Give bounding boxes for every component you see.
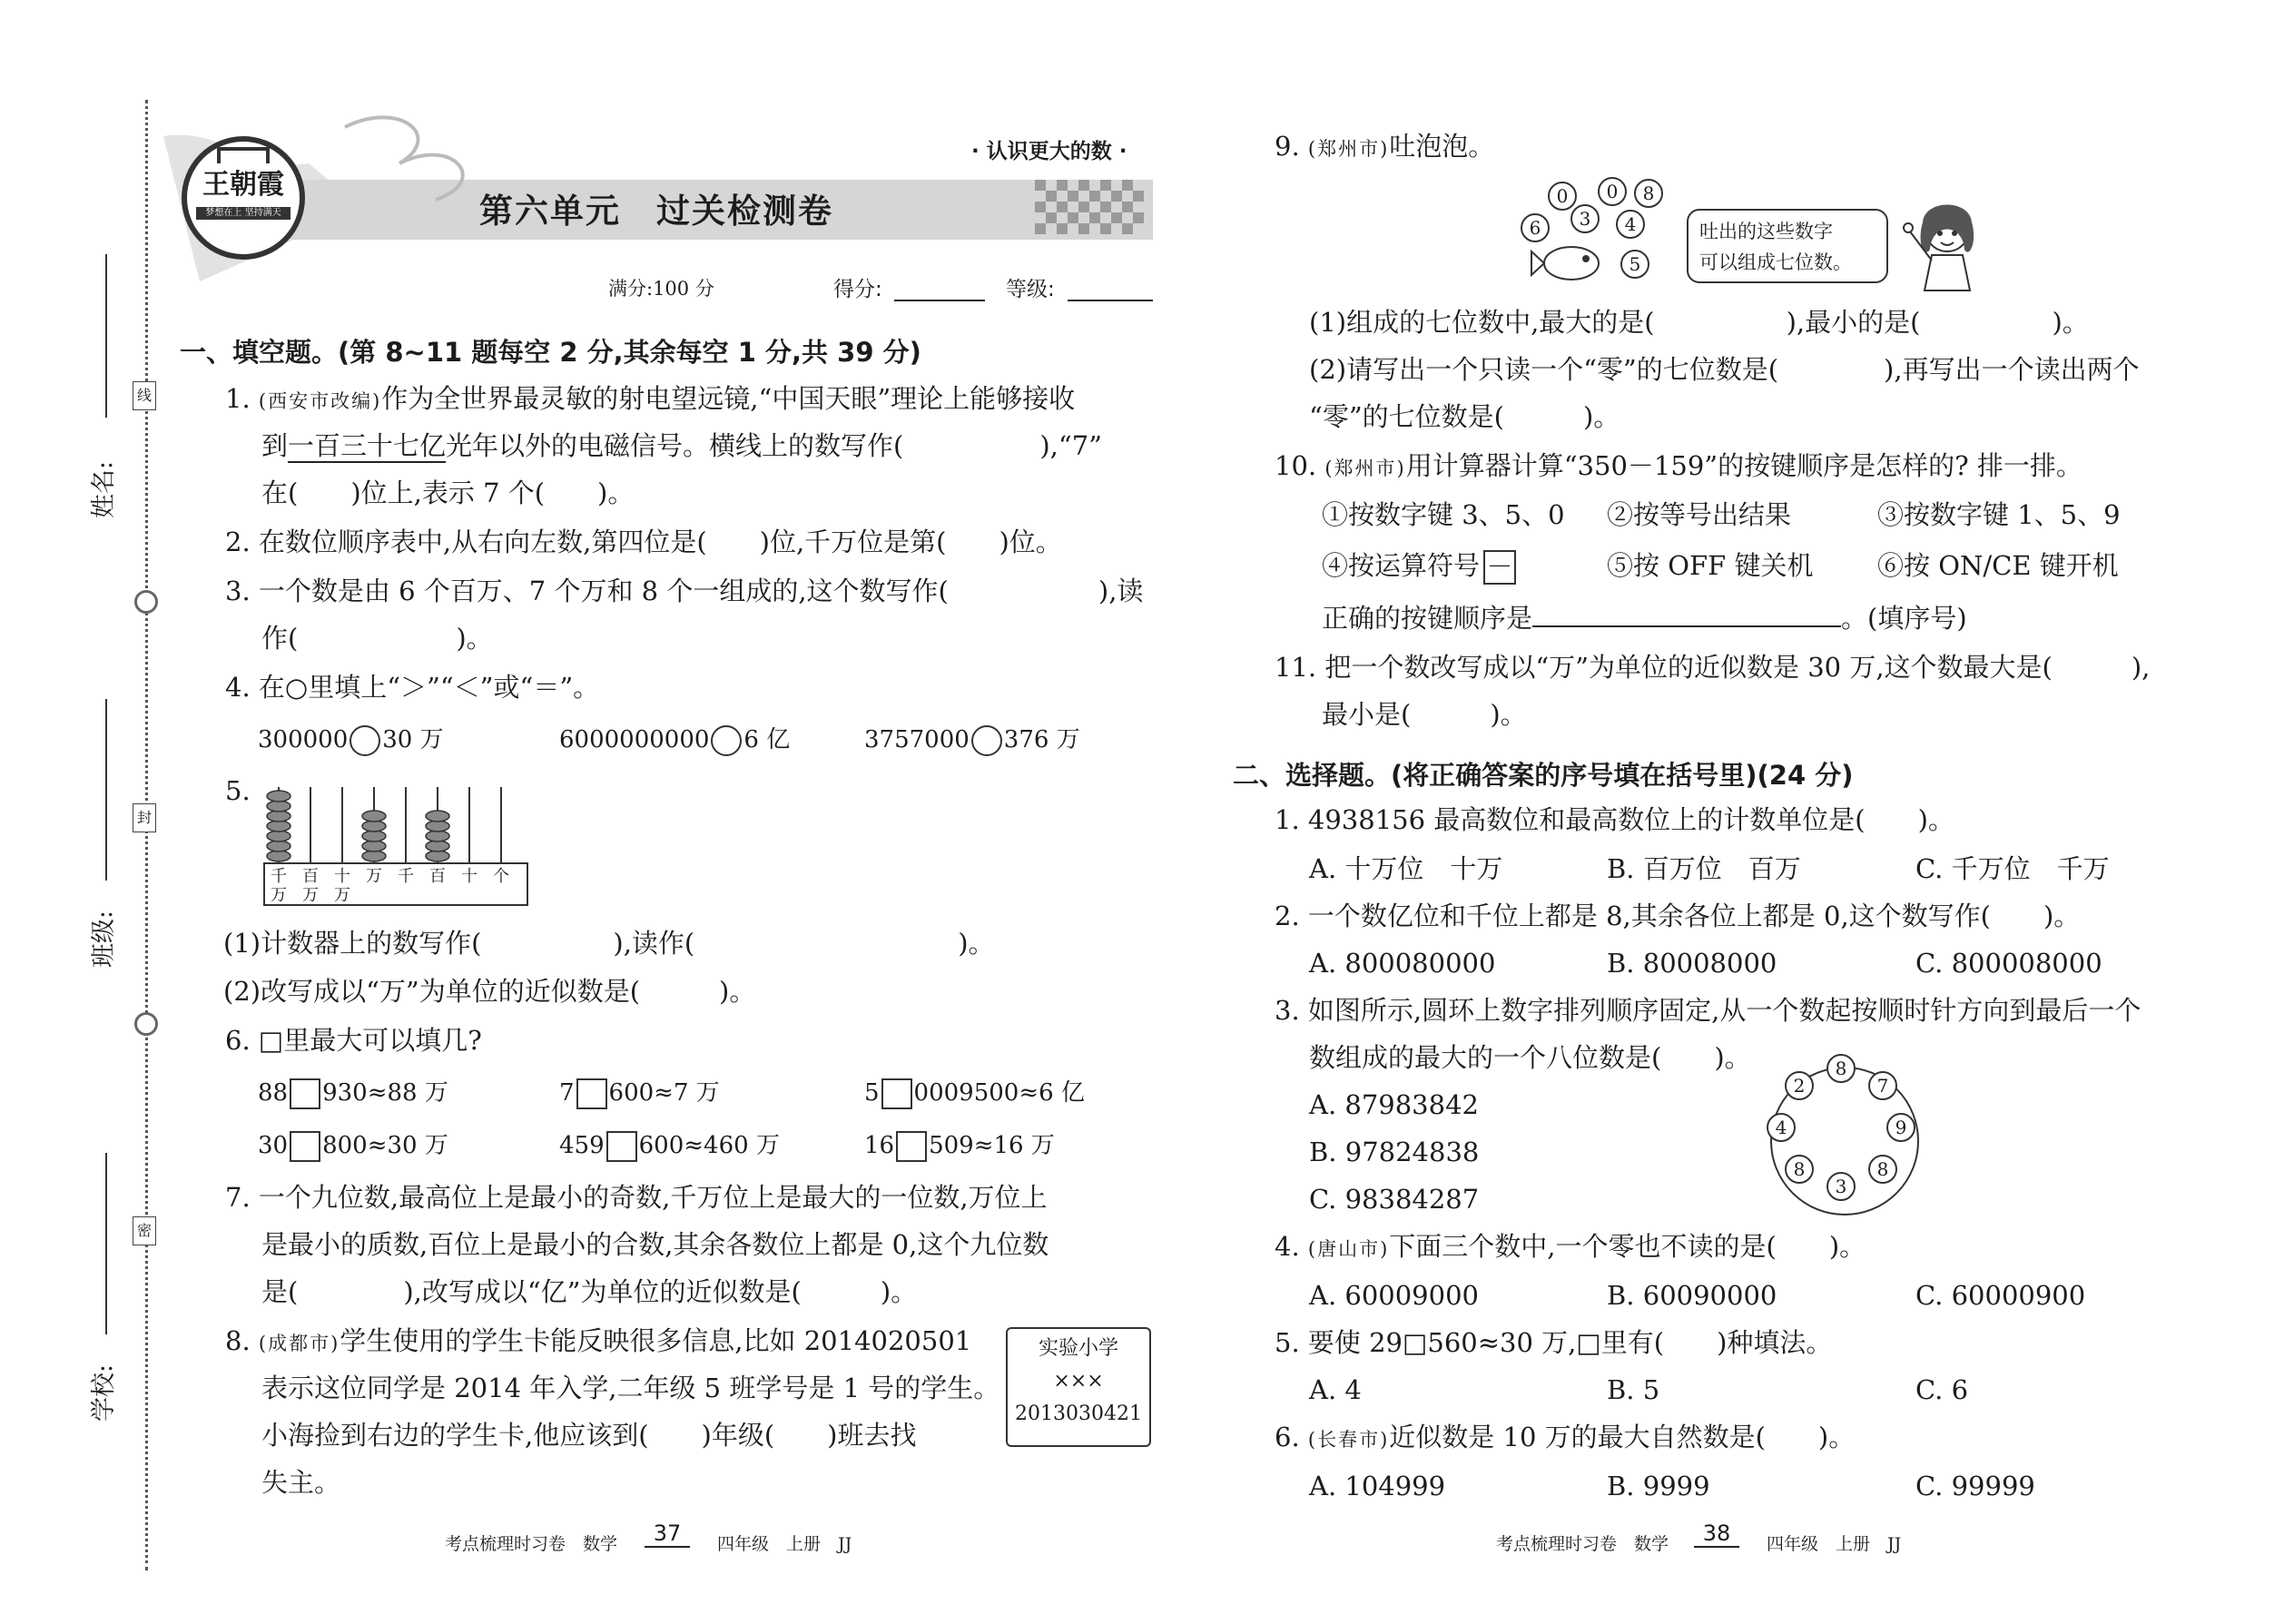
question-9-1: (1)组成的七位数中,最大的是( ),最小的是( )。 <box>1309 307 2089 338</box>
question-1-line-c: 在( )位上,表示 7 个( )。 <box>261 477 635 508</box>
seal-mark-mi: 密 <box>133 1216 156 1245</box>
q10-option-2: ②按等号出结果 <box>1607 499 1792 530</box>
q6-item-1: 88 930≈88 万 <box>258 1076 448 1110</box>
seal-mark-xian: 线 <box>133 381 156 410</box>
abacus-label: 千 <box>398 867 414 886</box>
question-6: 6. □里最大可以填几? <box>225 1025 482 1056</box>
section-fill-in: 一、填空题。(第 8~11 题每空 2 分,其余每空 1 分,共 39 分) <box>180 337 921 368</box>
choice-2-option-b: B. 80008000 <box>1607 948 1777 979</box>
question-7-line-c: 是( ),改写成以“亿”为单位的近似数是( )。 <box>261 1276 918 1307</box>
minus-key: － <box>1483 550 1516 585</box>
page-number-38: 38 <box>1694 1521 1739 1548</box>
choice-4-option-b: B. 60090000 <box>1607 1280 1777 1311</box>
footer-left-text: 考点梳理时习卷 数学 <box>445 1534 618 1554</box>
choice-2-option-c: C. 800008000 <box>1915 948 2102 979</box>
logo-badge <box>182 136 305 260</box>
question-8-line-d: 失主。 <box>261 1467 341 1498</box>
choice-3-option-a: A. 87983842 <box>1309 1089 1479 1120</box>
question-2: 2. 在数位顺序表中,从右向左数,第四位是( )位,千万位是第( )位。 <box>225 527 1062 557</box>
speech-line: 可以组成七位数。 <box>1699 251 1852 273</box>
compare-circle[interactable] <box>711 725 742 756</box>
q6-item-4: 30 800≈30 万 <box>258 1128 448 1163</box>
ring-number: 2 <box>1785 1071 1814 1100</box>
question-9: 9. (郑州市)吐泡泡。 <box>1275 131 1495 162</box>
class-underline <box>105 699 107 881</box>
choice-5-option-a: A. 4 <box>1309 1374 1362 1405</box>
question-1-source: (西安市改编) <box>258 390 382 412</box>
bubble-number: 8 <box>1634 179 1663 208</box>
abacus-label: 百万 <box>302 867 319 905</box>
question-7-line-b: 是最小的质数,百位上是最小的合数,其余各数位上都是 0,这个九位数 <box>261 1229 1049 1260</box>
ring-number: 3 <box>1826 1172 1856 1201</box>
choice-3-line-a: 3. 如图所示,圆环上数字排列顺序固定,从一个数起按顺时针方向到最后一个 <box>1275 995 2141 1026</box>
bubble-number: 0 <box>1548 182 1577 211</box>
binding-line <box>145 100 148 1570</box>
choice-6-option-b: B. 9999 <box>1607 1471 1710 1501</box>
choice-4-option-a: A. 60009000 <box>1309 1280 1479 1311</box>
ring-number: 9 <box>1886 1113 1915 1142</box>
card-name: ××× <box>1053 1370 1104 1393</box>
abacus-label: 千万 <box>271 867 287 905</box>
card-number: 2013030421 <box>1015 1403 1142 1425</box>
ring-number: 8 <box>1868 1155 1897 1184</box>
choice-2-option-a: A. 800080000 <box>1309 948 1496 979</box>
choice-6-source: (长春市) <box>1307 1429 1390 1451</box>
bubble-number: 6 <box>1521 213 1550 242</box>
q10-answer-line: 正确的按键顺序是 。(填序号) <box>1322 603 1967 634</box>
question-11-line-a: 11. 把一个数改写成以“万”为单位的近似数是 30 万,这个数最大是( ), <box>1275 652 2151 683</box>
name-label: 姓名: <box>90 460 119 519</box>
section-multiple-choice: 二、选择题。(将正确答案的序号填在括号里)(24 分) <box>1233 760 1854 791</box>
page-title: 第六单元 过关检测卷 <box>479 192 833 231</box>
question-3-line-a: 3. 一个数是由 6 个百万、7 个万和 8 个一组成的,这个数写作( ),读 <box>225 576 1144 606</box>
binding-hole-icon <box>134 590 158 614</box>
ring-number: 4 <box>1767 1113 1796 1142</box>
q10-option-3: ③按数字键 1、5、9 <box>1877 499 2121 530</box>
score-field[interactable] <box>894 300 985 301</box>
bubble-number: 5 <box>1620 250 1649 279</box>
question-8-source: (成都市) <box>258 1333 340 1354</box>
digit-box[interactable] <box>576 1078 607 1109</box>
name-underline <box>105 254 107 418</box>
q4-compare-3: 3757000 376 万 <box>864 723 1080 757</box>
school-underline <box>105 1153 107 1334</box>
fish-icon <box>1530 241 1602 286</box>
school-label: 学校: <box>90 1363 119 1422</box>
speech-bubble <box>1687 209 1888 283</box>
compare-circle[interactable] <box>350 725 380 756</box>
footer-right-grade: 四年级 上册 JJ <box>1767 1534 1902 1554</box>
q4-compare-1: 300000 30 万 <box>258 723 444 757</box>
q10-option-4: ④按运算符号 － <box>1322 548 1516 585</box>
abacus-label: 万 <box>366 867 382 886</box>
q6-item-3: 5 0009500≈6 亿 <box>864 1076 1085 1110</box>
choice-3-option-b: B. 97824838 <box>1309 1137 1480 1167</box>
ring-number: 8 <box>1785 1155 1814 1184</box>
question-5-2: (2)改写成以“万”为单位的近似数是( )。 <box>223 976 756 1007</box>
question-9-2-line-a: (2)请写出一个只读一个“零”的七位数是( ),再写出一个读出两个 <box>1309 354 2140 385</box>
seal-mark-feng: 封 <box>133 803 156 832</box>
question-8-line-a: 8. (成都市)学生使用的学生卡能反映很多信息,比如 2014020501 <box>225 1325 972 1356</box>
ring-number: 8 <box>1826 1054 1856 1083</box>
footer-right-text: 考点梳理时习卷 数学 <box>1496 1534 1669 1554</box>
question-9-2-line-b: “零”的七位数是( )。 <box>1309 401 1620 432</box>
choice-3-line-b: 数组成的最大的一个八位数是( )。 <box>1309 1042 1751 1073</box>
digit-box[interactable] <box>290 1078 320 1109</box>
q10-option-5: ⑤按 OFF 键关机 <box>1607 550 1814 581</box>
question-8-line-c: 小海捡到右边的学生卡,他应该到( )年级( )班去找 <box>261 1420 917 1451</box>
question-4: 4. 在○里填上“＞”“＜”或“＝”。 <box>225 672 600 703</box>
bubble-number: 0 <box>1598 177 1627 206</box>
bubble-number: 4 <box>1616 210 1645 239</box>
q4-compare-2: 6000000000 6 亿 <box>559 723 790 757</box>
choice-6: 6. (长春市)近似数是 10 万的最大自然数是( )。 <box>1275 1422 1856 1452</box>
underlined-number: 一百三十七亿 <box>288 430 447 461</box>
q6-item-6: 16 509≈16 万 <box>864 1128 1055 1163</box>
question-5-number: 5. <box>225 775 251 806</box>
question-10: 10. (郑州市)用计算器计算“350－159”的按键顺序是怎样的? 排一排。 <box>1275 450 2082 481</box>
choice-4-option-c: C. 60000900 <box>1915 1280 2086 1311</box>
digit-box[interactable] <box>896 1131 927 1162</box>
choice-4: 4. (唐山市)下面三个数中,一个零也不读的是( )。 <box>1275 1231 1866 1262</box>
grade-field[interactable] <box>1068 300 1153 301</box>
choice-1-option-a: A. 十万位 十万 <box>1309 853 1503 884</box>
digit-box[interactable] <box>881 1078 912 1109</box>
full-score: 满分:100 分 <box>608 278 714 300</box>
class-label: 班级: <box>90 910 119 969</box>
choice-1-option-b: B. 百万位 百万 <box>1607 853 1801 884</box>
question-9-source: (郑州市) <box>1307 138 1390 160</box>
choice-5-option-b: B. 5 <box>1607 1374 1660 1405</box>
q10-option-6: ⑥按 ON/CE 键开机 <box>1877 550 2119 581</box>
abacus-label: 十 <box>461 867 478 886</box>
question-10-source: (郑州市) <box>1324 458 1406 479</box>
logo-subtext: 梦想在上 坚持满天 <box>196 207 290 220</box>
question-5-1: (1)计数器上的数写作( ),读作( )。 <box>223 928 995 959</box>
logo-text: 王朝霞 <box>202 169 284 201</box>
choice-3-option-c: C. 98384287 <box>1309 1184 1480 1215</box>
abacus-label: 十万 <box>334 867 350 905</box>
question-11-line-b: 最小是( )。 <box>1322 699 1527 730</box>
choice-5: 5. 要使 29□560≈30 万,□里有( )种填法。 <box>1275 1327 1833 1358</box>
choice-4-source: (唐山市) <box>1307 1238 1390 1260</box>
question-1-line-a: 1. (西安市改编)作为全世界最灵敏的射电望远镜,“中国天眼”理论上能够接收 <box>225 383 1076 414</box>
choice-6-option-c: C. 99999 <box>1915 1471 2035 1501</box>
card-school: 实验小学 <box>1038 1337 1118 1360</box>
q10-option-1: ①按数字键 3、5、0 <box>1322 499 1565 530</box>
grade-label: 等级: <box>1006 278 1055 301</box>
footer-left-grade: 四年级 上册 JJ <box>717 1534 852 1554</box>
q6-item-5: 459 600≈460 万 <box>559 1128 780 1163</box>
digit-box[interactable] <box>606 1131 637 1162</box>
topic-label: · 认识更大的数 · <box>971 140 1127 163</box>
compare-circle[interactable] <box>971 725 1002 756</box>
question-8-line-b: 表示这位同学是 2014 年入学,二年级 5 班学号是 1 号的学生。 <box>261 1373 1000 1403</box>
question-3-line-b: 作( )。 <box>261 623 493 654</box>
choice-1: 1. 4938156 最高数位和最高数位上的计数单位是( )。 <box>1275 804 1954 835</box>
abacus-label: 个 <box>493 867 509 886</box>
student-card <box>1006 1327 1151 1447</box>
choice-5-option-c: C. 6 <box>1915 1374 1969 1405</box>
abacus-label: 百 <box>429 867 446 886</box>
speech-line: 吐出的这些数字 <box>1699 221 1833 242</box>
question-1-line-b: 到一百三十七亿光年以外的电磁信号。横线上的数写作( ),“7” <box>261 430 1102 461</box>
question-7-line-a: 7. 一个九位数,最高位上是最小的奇数,千万位上是最大的一位数,万位上 <box>225 1182 1048 1213</box>
choice-6-option-a: A. 104999 <box>1309 1471 1446 1501</box>
digit-box[interactable] <box>290 1131 320 1162</box>
page-number-37: 37 <box>645 1521 690 1548</box>
q6-item-2: 7 600≈7 万 <box>559 1076 720 1110</box>
choice-2: 2. 一个数亿位和千位上都是 8,其余各位上都是 0,这个数写作( )。 <box>1275 901 2081 931</box>
ring-number: 7 <box>1868 1071 1897 1100</box>
logo-crown-icon <box>217 147 270 163</box>
bubble-number: 3 <box>1570 204 1600 233</box>
score-label: 得分: <box>833 278 882 301</box>
choice-1-option-c: C. 千万位 千万 <box>1915 853 2110 884</box>
girl-icon <box>1897 195 1988 295</box>
q10-answer-field[interactable] <box>1532 625 1841 627</box>
binding-hole-icon <box>134 1012 158 1036</box>
